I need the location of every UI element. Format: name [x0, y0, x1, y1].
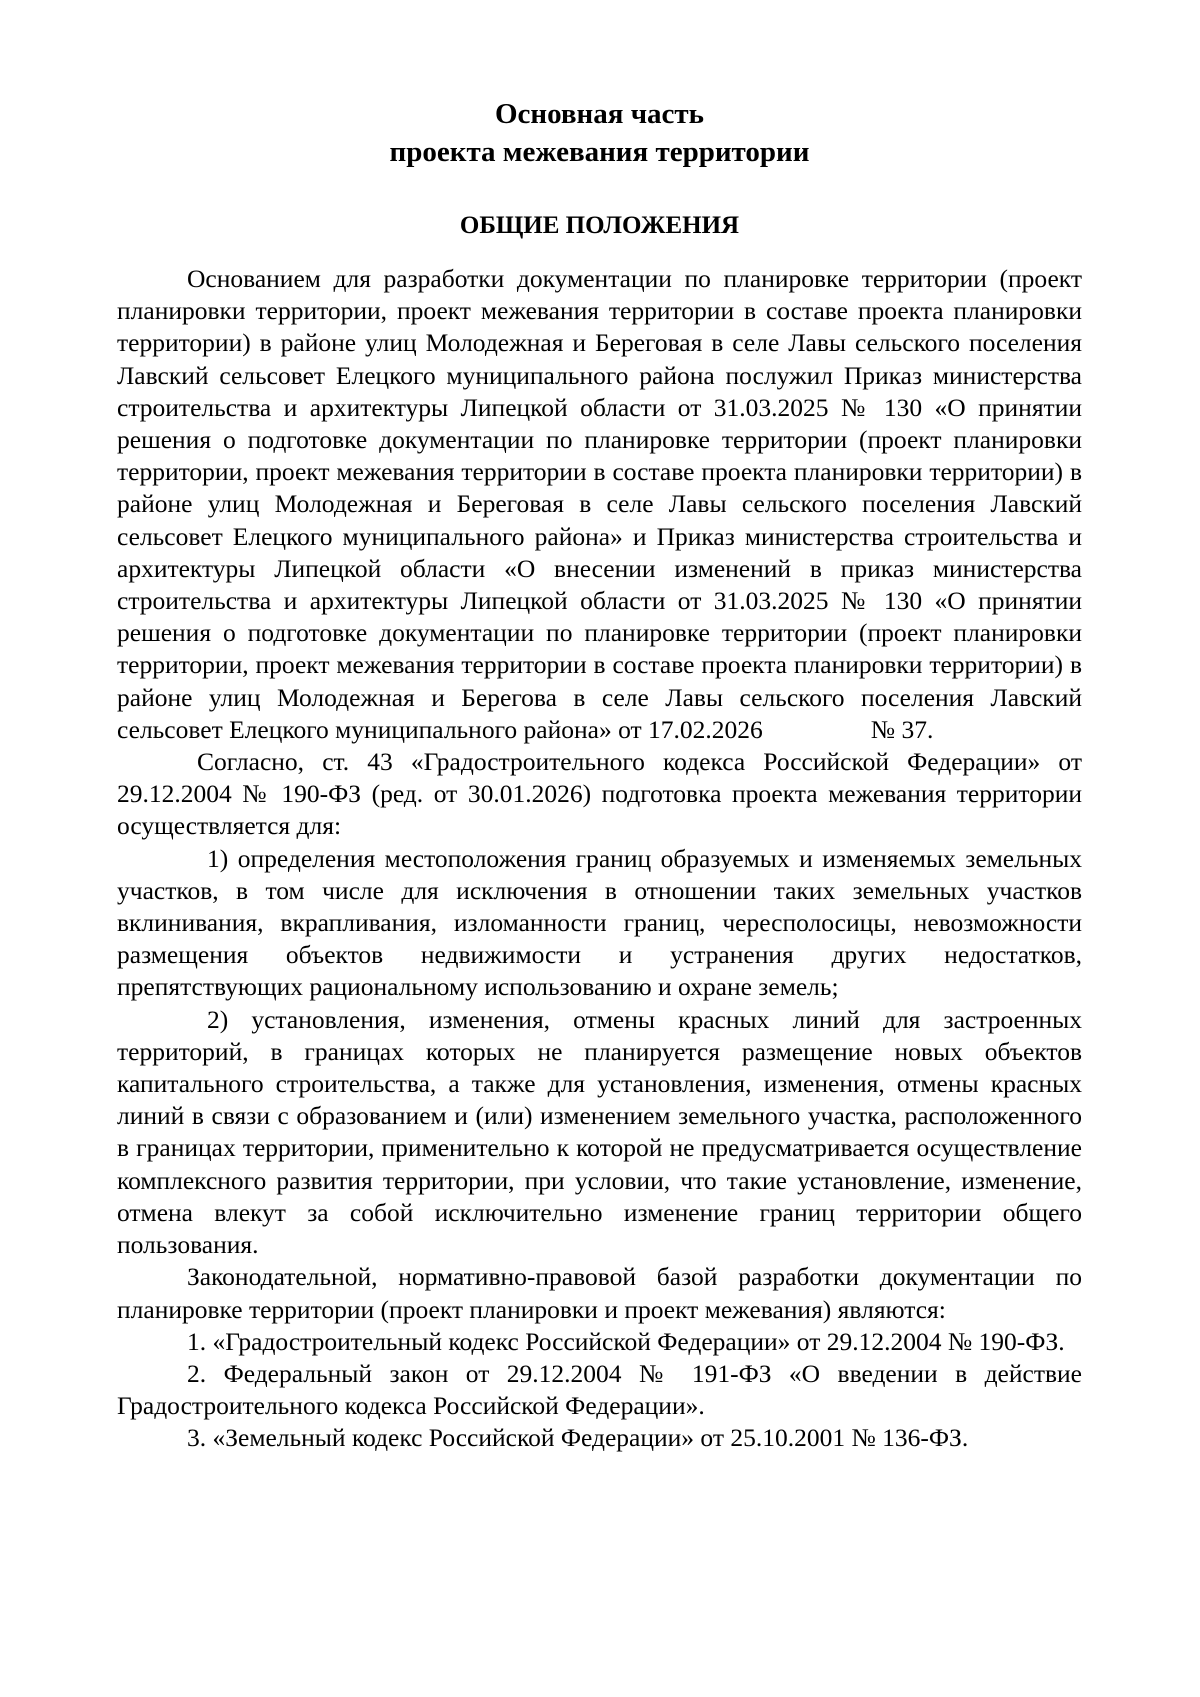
paragraph-legal-basis: Законодательной, нормативно-правовой базой разработки документации по планировке территории (проект планировки и проект межевания) являются: [117, 1262, 1082, 1324]
legal-item-1: 1. «Градостроительный кодекс Российской Федерации» от 29.12.2004 № 190-ФЗ. [187, 1326, 1065, 1356]
list-item-2: 2) установления, изменения, отмены красных линий для застроенных территорий, в границах которых не планируется размещение новых объектов капитального строительства, а также для установления, изменения, отмены красных линий в связи с образованием и (или) изменением земельного участка, расположенного в границах территории, применительно к которой не предусматривается осуществление комплексного развития территории, при условии, что такие установление, изменение, отмена влекут за собой исключительно изменение границ территории общего пользования. [117, 1004, 1082, 1260]
list-item-1: 1) определения местоположения границ образуемых и изменяемых земельных участков, в том числе для исключения в отношении таких земельных участков вклинивания, вкрапливания, изломанности границ, чересполосицы, невозможности размещения объектов недвижимости и устранения других недостатков, препятствующих рациональному использованию и охране земель; [117, 843, 1082, 1002]
paragraph-article-43: Согласно, ст. 43 «Градостроительного кодекса Российской Федерации» от 29.12.2004 № 190-ФЗ (ред. от 30.01.2026) подготовка проекта межевания территории осуществляется для: [117, 747, 1082, 841]
section-heading: ОБЩИЕ ПОЛОЖЕНИЯ [459, 212, 740, 239]
document-title-line-1: Основная часть [494, 98, 705, 130]
document-title-line-2: проекта межевания территории [389, 136, 810, 168]
order-number: № 37. [870, 714, 934, 744]
paragraph-basis-text: Основанием для разработки документации по планировке территории (проект планировки территории, проект межевания территории в составе проекта планировки территории) в районе улиц Молодежная и Береговая в селе Лавы сельского поселения Лавский сельсовет Елецкого муниципального района послужил Приказ министерства строительства и архитектуры Липецкой области от 31.03.2025 № 130 «О принятии решения о подготовке документации по планировке территории (проект планировки территории, проект межевания территории в составе проекта планировки территории) в районе улиц Молодежная и Береговая в селе Лавы сельского поселения Лавский сельсовет Елецкого муниципального района» и Приказ министерства строительства и архитектуры Липецкой области «О внесении изменений в приказ министерства строительства и архитектуры Липецкой области от 31.03.2025 № 130 «О принятии решения о подготовке документации по планировке территории (проект планировки территории, проект межевания территории в составе проекта планировки территории) в районе улиц Молодежная и Берегова в селе Лавы сельского поселения Лавский сельсовет Елецкого муниципального района» от 17.02.2026 [117, 264, 1082, 744]
document-page [117, 95, 1082, 1455]
legal-item-3: 3. «Земельный кодекс Российской Федерации» от 25.10.2001 № 136-ФЗ. [187, 1423, 969, 1453]
legal-item-2: 2. Федеральный закон от 29.12.2004 № 191-ФЗ «О введении в действие Градостроительного кодекса Российской Федерации». [117, 1358, 1082, 1421]
paragraph-basis [117, 263, 1082, 746]
